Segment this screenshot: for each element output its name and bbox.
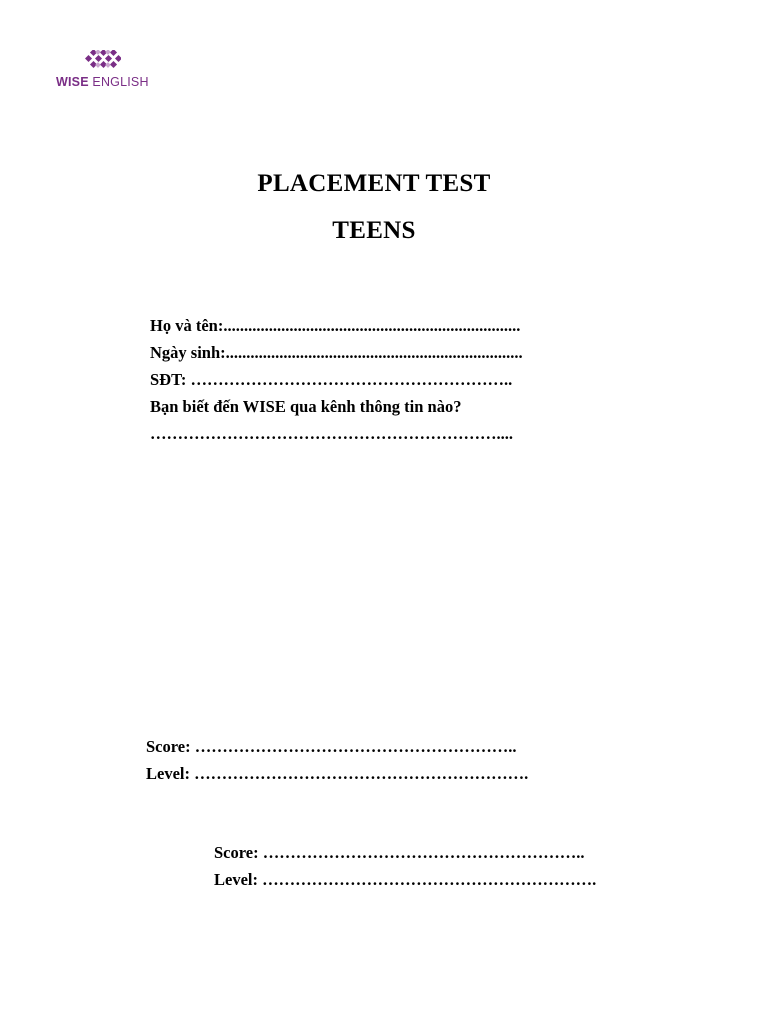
score-field-2 (214, 843, 584, 863)
level-field-1 (146, 764, 528, 784)
level-blank-2: ……………………………………………………. (262, 870, 597, 889)
brand-name (56, 75, 149, 89)
score-blank-2: ………………………………………………….. (262, 843, 585, 862)
name-field (150, 316, 520, 336)
score-label-2: Score: (214, 843, 263, 862)
page-title: PLACEMENT TEST (257, 170, 491, 197)
name-blank: ........................................................................ (223, 316, 521, 335)
source-blank: ……………………………………………………….... (150, 424, 513, 443)
phone-blank: ………………………………………………….. (190, 370, 513, 389)
dob-blank: ........................................................................ (225, 343, 523, 362)
score-blank-1: ………………………………………………….. (194, 737, 517, 756)
checkered-diamond-logo-icon (85, 50, 121, 72)
brand-logo (56, 50, 166, 94)
source-question: Bạn biết đến WISE qua kênh thông tin nào? (150, 397, 462, 416)
level-label-2: Level: (214, 870, 263, 889)
page-subtitle: TEENS (332, 217, 416, 244)
brand-name-bold: WISE (56, 75, 89, 89)
brand-name-rest: ENGLISH (88, 75, 149, 89)
level-label-1: Level: (146, 764, 195, 783)
phone-label: SĐT: (150, 370, 191, 389)
dob-field (150, 343, 523, 363)
score-label-1: Score: (146, 737, 195, 756)
name-label: Họ và tên: (150, 316, 224, 335)
dob-label: Ngày sinh: (150, 343, 226, 362)
phone-field (150, 370, 512, 390)
level-field-2 (214, 870, 596, 890)
score-field-1 (146, 737, 516, 757)
level-blank-1: ……………………………………………………. (194, 764, 529, 783)
